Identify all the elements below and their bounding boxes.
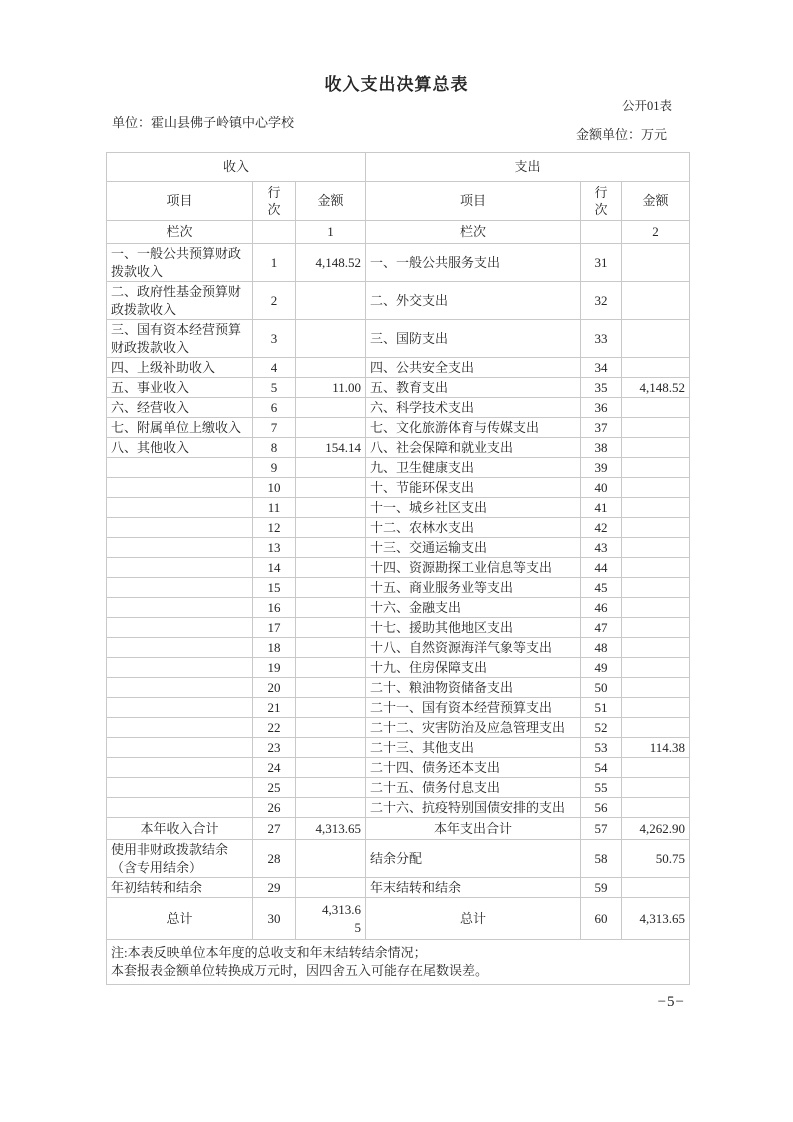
table-row	[107, 618, 690, 638]
income-column-index-label: 栏次	[107, 221, 253, 244]
expense-item-cell: 十、节能环保支出	[366, 478, 581, 498]
income-column-index-value: 1	[296, 221, 366, 244]
table-row	[107, 840, 690, 878]
expense-row-no-cell: 31	[581, 244, 622, 282]
expense-amount-cell: 4,313.65	[622, 898, 690, 940]
expense-item-cell: 七、文化旅游体育与传媒支出	[366, 418, 581, 438]
expense-row-no-cell: 37	[581, 418, 622, 438]
expense-amount-cell	[622, 538, 690, 558]
income-amount-cell	[296, 418, 366, 438]
expense-amount-cell: 4,262.90	[622, 818, 690, 840]
income-amount-cell	[296, 738, 366, 758]
income-row-no-cell: 1	[253, 244, 296, 282]
income-amount-cell: 4,313.65	[296, 818, 366, 840]
income-amount-cell	[296, 458, 366, 478]
income-row-no-cell: 30	[253, 898, 296, 940]
expense-row-no-cell: 34	[581, 358, 622, 378]
expense-item-cell: 八、社会保障和就业支出	[366, 438, 581, 458]
income-amount-cell	[296, 518, 366, 538]
expense-row-no-cell: 38	[581, 438, 622, 458]
income-item-cell: 六、经营收入	[107, 398, 253, 418]
table-row	[107, 718, 690, 738]
income-row-no-cell: 18	[253, 638, 296, 658]
expense-section-header: 支出	[366, 153, 690, 182]
income-amount-cell	[296, 282, 366, 320]
table-row	[107, 818, 690, 840]
income-amount-cell	[296, 758, 366, 778]
income-column-index-empty	[253, 221, 296, 244]
table-row	[107, 638, 690, 658]
income-row-no-cell: 4	[253, 358, 296, 378]
expense-item-cell: 十八、自然资源海洋气象等支出	[366, 638, 581, 658]
income-row-no-cell: 3	[253, 320, 296, 358]
income-item-cell: 二、政府性基金预算财政拨款收入	[107, 282, 253, 320]
income-amount-cell	[296, 878, 366, 898]
income-item-cell	[107, 538, 253, 558]
income-item-cell	[107, 718, 253, 738]
income-amount-cell: 4,148.52	[296, 244, 366, 282]
income-amount-cell	[296, 778, 366, 798]
expense-row-no-cell: 59	[581, 878, 622, 898]
expense-amount-cell	[622, 658, 690, 678]
expense-amount-cell	[622, 418, 690, 438]
expense-row-no-cell: 50	[581, 678, 622, 698]
income-item-cell: 一、一般公共预算财政拨款收入	[107, 244, 253, 282]
income-amount-cell	[296, 498, 366, 518]
expense-amount-cell	[622, 718, 690, 738]
expense-item-cell: 五、教育支出	[366, 378, 581, 398]
expense-row-no-cell: 54	[581, 758, 622, 778]
expense-item-cell: 二、外交支出	[366, 282, 581, 320]
expense-item-column-header: 项目	[366, 182, 581, 221]
table-row	[107, 758, 690, 778]
income-item-cell	[107, 518, 253, 538]
expense-row-no-cell: 42	[581, 518, 622, 538]
expense-row-no-cell: 36	[581, 398, 622, 418]
expense-row-no-cell: 51	[581, 698, 622, 718]
income-row-no-cell: 17	[253, 618, 296, 638]
expense-row-no-cell: 41	[581, 498, 622, 518]
income-amount-cell	[296, 598, 366, 618]
expense-row-no-cell: 56	[581, 798, 622, 818]
income-item-cell	[107, 658, 253, 678]
expense-row-no-cell: 52	[581, 718, 622, 738]
table-row	[107, 378, 690, 398]
expense-row-no-column-header	[581, 182, 622, 221]
income-item-cell	[107, 638, 253, 658]
expense-row-no-cell: 45	[581, 578, 622, 598]
expense-amount-cell: 114.38	[622, 738, 690, 758]
income-amount-cell	[296, 578, 366, 598]
income-amount-cell	[296, 678, 366, 698]
income-row-no-cell: 12	[253, 518, 296, 538]
expense-amount-cell: 4,148.52	[622, 378, 690, 398]
table-row	[107, 244, 690, 282]
income-item-cell	[107, 478, 253, 498]
expense-item-cell: 十五、商业服务业等支出	[366, 578, 581, 598]
expense-item-cell: 二十五、债务付息支出	[366, 778, 581, 798]
table-row	[107, 678, 690, 698]
income-item-cell: 三、国有资本经营预算财政拨款收入	[107, 320, 253, 358]
table-row	[107, 578, 690, 598]
income-row-no-cell: 20	[253, 678, 296, 698]
income-item-cell	[107, 738, 253, 758]
expense-amount-cell	[622, 282, 690, 320]
expense-item-cell: 二十四、债务还本支出	[366, 758, 581, 778]
expense-amount-cell	[622, 638, 690, 658]
income-item-cell	[107, 558, 253, 578]
expense-item-cell: 十二、农林水支出	[366, 518, 581, 538]
accounts-summary-table	[106, 152, 690, 985]
expense-item-cell: 结余分配	[366, 840, 581, 878]
income-row-no-cell: 22	[253, 718, 296, 738]
expense-item-cell: 十七、援助其他地区支出	[366, 618, 581, 638]
expense-column-index-label: 栏次	[366, 221, 581, 244]
expense-item-cell: 十九、住房保障支出	[366, 658, 581, 678]
table-row	[107, 320, 690, 358]
expense-row-no-header-text: 行次	[594, 184, 608, 217]
income-item-cell	[107, 798, 253, 818]
expense-row-no-cell: 55	[581, 778, 622, 798]
income-row-no-cell: 21	[253, 698, 296, 718]
expense-amount-cell	[622, 758, 690, 778]
table-row	[107, 282, 690, 320]
expense-amount-column-header: 金额	[622, 182, 690, 221]
expense-row-no-cell: 33	[581, 320, 622, 358]
expense-amount-cell	[622, 778, 690, 798]
table-row	[107, 538, 690, 558]
expense-item-cell: 十一、城乡社区支出	[366, 498, 581, 518]
expense-amount-cell	[622, 398, 690, 418]
income-item-cell	[107, 778, 253, 798]
table-row	[107, 698, 690, 718]
income-item-cell: 本年收入合计	[107, 818, 253, 840]
income-amount-cell	[296, 320, 366, 358]
column-header-row	[107, 182, 690, 221]
expense-row-no-cell: 58	[581, 840, 622, 878]
section-header-row	[107, 153, 690, 182]
income-item-cell	[107, 578, 253, 598]
expense-amount-cell	[622, 438, 690, 458]
expense-row-no-cell: 57	[581, 818, 622, 840]
income-row-no-cell: 26	[253, 798, 296, 818]
income-item-cell: 八、其他收入	[107, 438, 253, 458]
table-row	[107, 898, 690, 940]
income-amount-cell	[296, 358, 366, 378]
income-row-no-cell: 2	[253, 282, 296, 320]
income-row-no-cell: 25	[253, 778, 296, 798]
expense-item-cell: 二十一、国有资本经营预算支出	[366, 698, 581, 718]
income-amount-column-header: 金额	[296, 182, 366, 221]
income-item-cell: 七、附属单位上缴收入	[107, 418, 253, 438]
income-row-no-cell: 27	[253, 818, 296, 840]
income-row-no-cell: 8	[253, 438, 296, 458]
expense-amount-cell	[622, 518, 690, 538]
expense-row-no-cell: 48	[581, 638, 622, 658]
expense-item-cell: 九、卫生健康支出	[366, 458, 581, 478]
income-row-no-cell: 11	[253, 498, 296, 518]
income-row-no-cell: 24	[253, 758, 296, 778]
table-row	[107, 498, 690, 518]
income-row-no-cell: 6	[253, 398, 296, 418]
expense-amount-cell	[622, 458, 690, 478]
income-row-no-cell: 28	[253, 840, 296, 878]
income-amount-cell	[296, 898, 366, 940]
income-item-cell	[107, 598, 253, 618]
expense-row-no-cell: 40	[581, 478, 622, 498]
expense-row-no-cell: 60	[581, 898, 622, 940]
expense-row-no-cell: 43	[581, 538, 622, 558]
income-row-no-cell: 14	[253, 558, 296, 578]
expense-item-cell: 四、公共安全支出	[366, 358, 581, 378]
table-note-cell	[107, 940, 690, 985]
table-row	[107, 438, 690, 458]
income-item-column-header: 项目	[107, 182, 253, 221]
table-row	[107, 458, 690, 478]
income-row-no-cell: 19	[253, 658, 296, 678]
expense-item-cell: 三、国防支出	[366, 320, 581, 358]
table-row	[107, 778, 690, 798]
income-row-no-cell: 15	[253, 578, 296, 598]
expense-amount-cell	[622, 358, 690, 378]
column-index-row	[107, 221, 690, 244]
expense-amount-cell	[622, 878, 690, 898]
expense-amount-cell	[622, 598, 690, 618]
unit-name-label: 单位：霍山县佛子岭镇中心学校	[112, 115, 295, 130]
income-item-cell	[107, 618, 253, 638]
income-item-cell	[107, 458, 253, 478]
table-row	[107, 398, 690, 418]
expense-amount-cell	[622, 498, 690, 518]
expense-item-cell: 六、科学技术支出	[366, 398, 581, 418]
expense-item-cell: 十四、资源勘探工业信息等支出	[366, 558, 581, 578]
expense-column-index-value: 2	[622, 221, 690, 244]
doc-number-label: 公开01表	[621, 99, 672, 113]
income-amount-cell: 11.00	[296, 378, 366, 398]
expense-item-cell: 一、一般公共服务支出	[366, 244, 581, 282]
expense-amount-cell	[622, 244, 690, 282]
expense-row-no-cell: 39	[581, 458, 622, 478]
expense-amount-cell	[622, 678, 690, 698]
income-row-no-header-text: 行次	[267, 184, 281, 217]
expense-amount-cell	[622, 558, 690, 578]
income-amount-cell	[296, 658, 366, 678]
income-row-no-column-header	[253, 182, 296, 221]
income-row-no-cell: 16	[253, 598, 296, 618]
table-note-line: 本套报表金额单位转换成万元时，因四舍五入可能存在尾数误差。	[111, 963, 489, 978]
income-row-no-cell: 5	[253, 378, 296, 398]
expense-row-no-cell: 47	[581, 618, 622, 638]
income-amount-cell	[296, 718, 366, 738]
income-amount-cell	[296, 698, 366, 718]
expense-item-cell: 二十二、灾害防治及应急管理支出	[366, 718, 581, 738]
expense-item-cell: 本年支出合计	[366, 818, 581, 840]
income-row-no-cell: 7	[253, 418, 296, 438]
expense-amount-cell	[622, 320, 690, 358]
table-row	[107, 478, 690, 498]
income-amount-cell	[296, 840, 366, 878]
income-amount-cell	[296, 538, 366, 558]
table-row	[107, 418, 690, 438]
expense-item-cell: 年末结转和结余	[366, 878, 581, 898]
expense-amount-cell	[622, 478, 690, 498]
expense-row-no-cell: 49	[581, 658, 622, 678]
expense-amount-cell	[622, 698, 690, 718]
income-amount-cell	[296, 478, 366, 498]
expense-amount-cell: 50.75	[622, 840, 690, 878]
income-item-cell: 五、事业收入	[107, 378, 253, 398]
income-row-no-cell: 13	[253, 538, 296, 558]
income-amount-wrapped-text: 4,313.65	[322, 901, 361, 935]
page-number: −5−	[657, 994, 685, 1010]
income-item-cell	[107, 498, 253, 518]
expense-row-no-cell: 32	[581, 282, 622, 320]
income-item-cell: 年初结转和结余	[107, 878, 253, 898]
expense-amount-cell	[622, 578, 690, 598]
expense-item-cell: 十三、交通运输支出	[366, 538, 581, 558]
income-amount-cell	[296, 558, 366, 578]
income-amount-cell: 154.14	[296, 438, 366, 458]
expense-row-no-cell: 35	[581, 378, 622, 398]
amount-unit-label: 金额单位：万元	[575, 127, 667, 142]
expense-row-no-cell: 44	[581, 558, 622, 578]
expense-item-cell: 二十三、其他支出	[366, 738, 581, 758]
table-note-line: 注:本表反映单位本年度的总收支和年末结转结余情况；	[111, 945, 427, 960]
income-amount-cell	[296, 638, 366, 658]
expense-item-cell: 二十六、抗疫特别国债安排的支出	[366, 798, 581, 818]
income-item-cell	[107, 758, 253, 778]
expense-item-cell: 总计	[366, 898, 581, 940]
page-title: 收入支出决算总表	[324, 75, 469, 94]
income-row-no-cell: 10	[253, 478, 296, 498]
expense-row-no-cell: 46	[581, 598, 622, 618]
table-row	[107, 878, 690, 898]
income-item-cell	[107, 698, 253, 718]
income-row-no-cell: 9	[253, 458, 296, 478]
table-row	[107, 738, 690, 758]
income-item-cell: 四、上级补助收入	[107, 358, 253, 378]
table-note-row	[107, 940, 690, 985]
income-amount-cell	[296, 398, 366, 418]
expense-column-index-empty	[581, 221, 622, 244]
table-row	[107, 798, 690, 818]
income-amount-cell	[296, 798, 366, 818]
income-row-no-cell: 23	[253, 738, 296, 758]
income-row-no-cell: 29	[253, 878, 296, 898]
income-section-header: 收入	[107, 153, 366, 182]
expense-item-cell: 十六、金融支出	[366, 598, 581, 618]
expense-item-cell: 二十、粮油物资储备支出	[366, 678, 581, 698]
income-item-cell	[107, 678, 253, 698]
income-item-cell: 总计	[107, 898, 253, 940]
table-row	[107, 658, 690, 678]
expense-amount-cell	[622, 798, 690, 818]
expense-amount-cell	[622, 618, 690, 638]
table-row	[107, 358, 690, 378]
expense-row-no-cell: 53	[581, 738, 622, 758]
table-row	[107, 598, 690, 618]
table-row	[107, 558, 690, 578]
table-row	[107, 518, 690, 538]
income-amount-cell	[296, 618, 366, 638]
income-item-cell: 使用非财政拨款结余（含专用结余）	[107, 840, 253, 878]
